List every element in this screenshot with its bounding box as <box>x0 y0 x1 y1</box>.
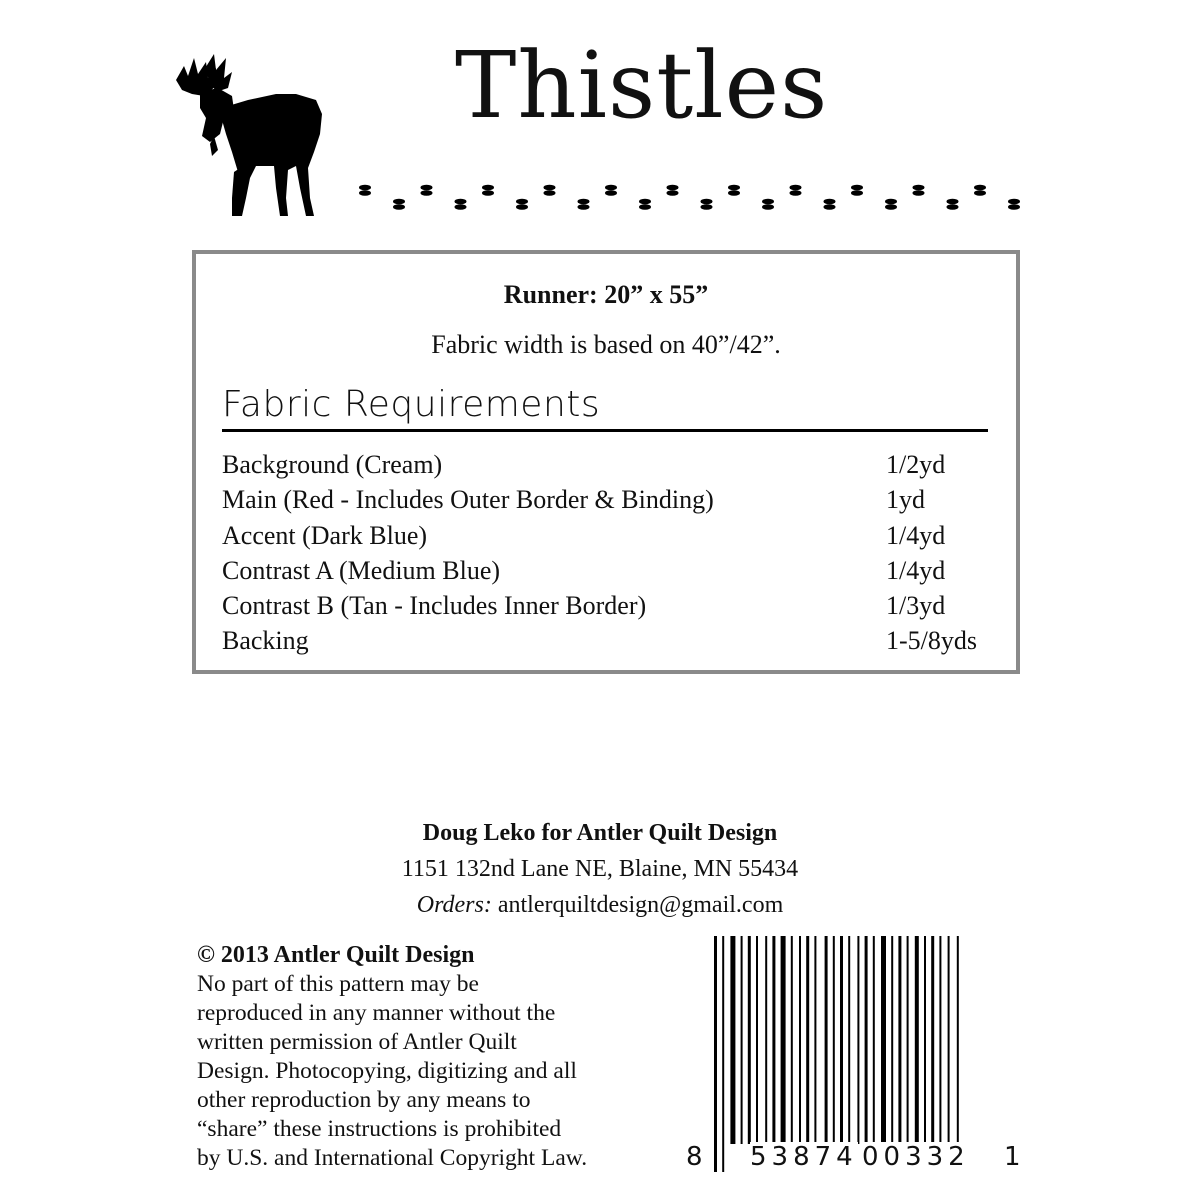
animal-tracks-decoration-icon <box>355 182 1035 222</box>
barcode-bar <box>873 936 875 1144</box>
barcode-lead-digit: 8 <box>686 1142 708 1172</box>
barcode-bar <box>931 936 934 1144</box>
barcode-bar <box>814 936 816 1144</box>
fabric-amount: 1/4yd <box>886 520 946 550</box>
company-name: Doug Leko for Antler Quilt Design <box>422 820 778 846</box>
fabric-requirements-box <box>192 250 1020 674</box>
pattern-title: Thistles <box>455 32 829 139</box>
hoof-print-icon <box>359 185 371 196</box>
barcode-bar <box>915 936 919 1144</box>
company-address: 1151 132nd Lane NE, Blaine, MN 55434 <box>401 856 799 882</box>
barcode-left-group: 53874 <box>750 1142 858 1172</box>
barcode-bar <box>741 936 743 1144</box>
fabric-width-note: Fabric width is based on 40”/42”. <box>431 330 781 359</box>
hoof-print-icon <box>455 199 467 210</box>
copyright-heading: © 2013 Antler Quilt Design <box>197 942 475 968</box>
fabric-name: Main (Red - Includes Outer Border & Binding) <box>222 485 714 515</box>
fabric-name: Backing <box>222 626 309 656</box>
hoof-print-icon <box>851 185 863 196</box>
hoof-print-icon <box>701 199 713 210</box>
barcode-bar <box>748 936 751 1144</box>
barcode-bar <box>772 936 775 1144</box>
orders-line <box>0 887 1200 923</box>
barcode-bar <box>948 936 950 1172</box>
copyright-line: “share” these instructions is prohibited <box>197 1116 562 1142</box>
hoof-print-icon <box>728 185 740 196</box>
barcode-bar <box>857 936 859 1144</box>
barcode-bar <box>756 936 758 1144</box>
fabric-row <box>222 553 1012 588</box>
barcode-bar <box>825 936 828 1144</box>
hoof-print-icon <box>824 199 836 210</box>
barcode-bar <box>898 936 901 1144</box>
fabric-amount: 1/3yd <box>886 591 946 621</box>
barcode-bar <box>806 936 809 1144</box>
fabric-row <box>222 447 1012 482</box>
hoof-print-icon <box>974 185 986 196</box>
barcode-bar <box>722 936 724 1172</box>
hoof-print-icon <box>667 185 679 196</box>
barcode-bar <box>730 936 735 1144</box>
hoof-print-icon <box>516 199 528 210</box>
barcode-bar <box>791 936 793 1144</box>
barcode-bar <box>714 936 717 1172</box>
copyright-line: by U.S. and International Copyright Law. <box>197 1145 588 1171</box>
barcode-bar <box>939 936 941 1144</box>
copyright-line: other reproduction by any means to <box>197 1087 531 1113</box>
copyright-line: written permission of Antler Quilt <box>197 1029 517 1055</box>
fabric-amount: 1yd <box>886 485 925 515</box>
copyright-text <box>197 970 687 1173</box>
upc-barcode <box>686 936 1026 1176</box>
hoof-print-icon <box>1008 199 1020 210</box>
hoof-print-icon <box>790 185 802 196</box>
barcode-bar <box>848 936 850 1172</box>
hoof-print-icon <box>913 185 925 196</box>
fabric-row <box>222 482 1012 517</box>
barcode-bar <box>833 936 835 1172</box>
orders-email: antlerquiltdesign@gmail.com <box>497 892 784 918</box>
hoof-print-icon <box>578 199 590 210</box>
fabric-name: Background (Cream) <box>222 450 443 479</box>
fabric-name: Contrast A (Medium Blue) <box>222 555 501 585</box>
copyright-line: No part of this pattern may be <box>197 971 479 997</box>
barcode-bar <box>799 936 801 1144</box>
copyright-line: reproduced in any manner without the <box>197 1000 556 1026</box>
fabric-row <box>222 623 1012 658</box>
fabric-list <box>222 447 1012 659</box>
hoof-print-icon <box>947 199 959 210</box>
runner-size: Runner: 20” x 55” <box>503 280 709 309</box>
barcode-bar <box>891 936 893 1144</box>
designer-info <box>0 815 1200 923</box>
fabric-row <box>222 518 1012 553</box>
hoof-print-icon <box>482 185 494 196</box>
fabric-amount: 1-5/8yds <box>886 626 977 656</box>
barcode-bar <box>765 936 767 1144</box>
hoof-print-icon <box>421 185 433 196</box>
copyright-line: Design. Photocopying, digitizing and all <box>197 1058 577 1084</box>
orders-label: Orders: <box>416 892 492 918</box>
barcode-bar <box>840 936 843 1172</box>
fabric-name: Contrast B (Tan - Includes Inner Border) <box>222 591 647 621</box>
fabric-amount: 1/2yd <box>886 450 946 479</box>
fabric-name: Accent (Dark Blue) <box>222 520 428 550</box>
moose-logo-icon <box>170 48 330 220</box>
hoof-print-icon <box>885 199 897 210</box>
barcode-bars-icon <box>712 936 1002 1172</box>
heading-rule <box>222 429 988 432</box>
fabric-row <box>222 588 1012 623</box>
barcode-right-group: 00332 <box>862 1142 970 1172</box>
copyright-notice <box>197 940 687 1173</box>
hoof-print-icon <box>544 185 556 196</box>
fabric-amount: 1/4yd <box>886 555 946 585</box>
barcode-bar <box>907 936 909 1144</box>
barcode-bar <box>865 936 868 1144</box>
barcode-bar <box>781 936 786 1144</box>
hoof-print-icon <box>605 185 617 196</box>
hoof-print-icon <box>393 199 405 210</box>
hoof-print-icon <box>762 199 774 210</box>
barcode-bar <box>924 936 926 1144</box>
barcode-check-digit: 1 <box>1004 1142 1026 1172</box>
barcode-bar <box>881 936 886 1144</box>
fabric-requirements-heading: Fabric Requirements <box>222 384 601 425</box>
barcode-bar <box>957 936 959 1172</box>
hoof-print-icon <box>639 199 651 210</box>
